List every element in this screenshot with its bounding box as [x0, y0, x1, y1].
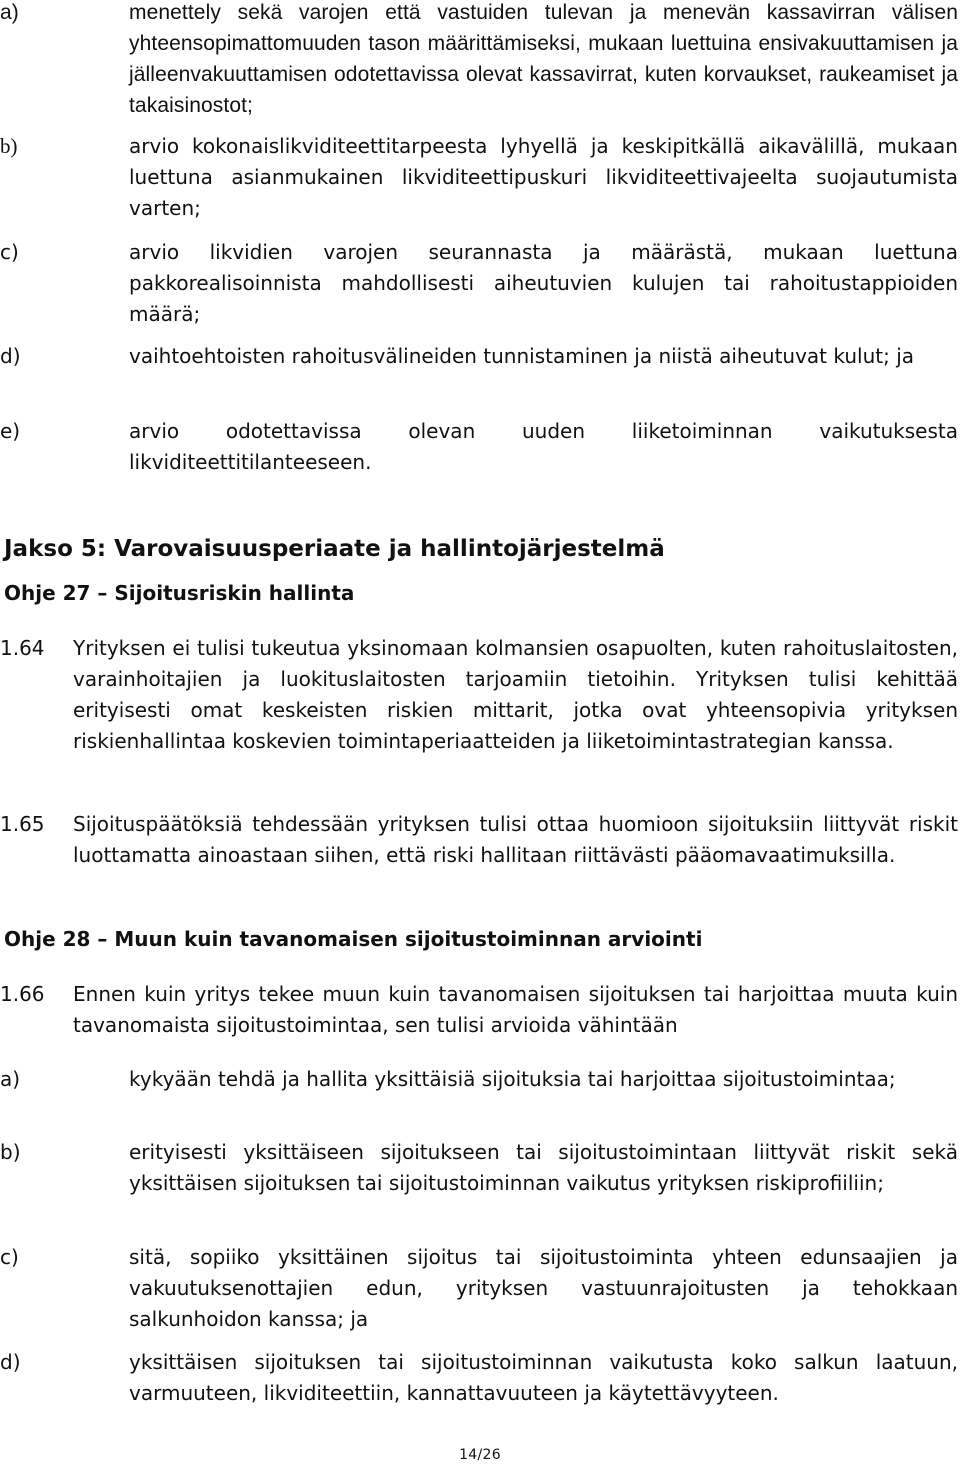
paragraph-number: 1.65: [0, 812, 45, 836]
paragraph-number: 1.66: [0, 982, 45, 1006]
list-label: d): [0, 344, 21, 368]
list-text: arvio odotettavissa olevan uuden liiketoiminnan vaikutuksesta likviditeettitilanteeseen.: [129, 419, 958, 474]
section-title: Jakso 5: Varovaisuusperiaate ja hallintojärjestelmä: [4, 536, 665, 562]
list-label: c): [0, 240, 19, 264]
list-text: kykyään tehdä ja hallita yksittäisiä sijoituksia tai harjoittaa sijoitustoimintaa;: [129, 1067, 896, 1091]
paragraph-text: Ennen kuin yritys tekee muun kuin tavanomaisen sijoituksen tai harjoittaa muuta kuin tavanomaista sijoitustoimintaa, sen tulisi arvioida vähintään: [73, 982, 958, 1037]
list-text: sitä, sopiiko yksittäinen sijoitus tai sijoitustoiminta yhteen edunsaajien ja vakuutuksenottajien edun, yrityksen vastuunrajoitusten ja tehokkaan salkunhoidon kanssa; ja: [129, 1245, 958, 1331]
guide-27-title: Ohje 27 – Sijoitusriskin hallinta: [4, 581, 355, 605]
list-label: d): [0, 1350, 21, 1374]
paragraph-text: Sijoituspäätöksiä tehdessään yrityksen tulisi ottaa huomioon sijoituksiin liittyvät riskit luottamatta ainoastaan siihen, että riski hallitaan riittävästi pääomavaatimuksilla.: [73, 812, 958, 867]
list-text: vaihtoehtoisten rahoitusvälineiden tunnistaminen ja niistä aiheutuvat kulut; ja: [129, 344, 915, 368]
page-number: 14/26: [459, 1447, 501, 1463]
list-label: c): [0, 1245, 19, 1269]
list-label: e): [0, 419, 21, 443]
list-label: a): [0, 1067, 21, 1091]
guide-28-title: Ohje 28 – Muun kuin tavanomaisen sijoitustoiminnan arviointi: [4, 927, 703, 951]
paragraph-text: Yrityksen ei tulisi tukeutua yksinomaan kolmansien osapuolten, kuten rahoituslaitosten, varainhoitajien ja luokituslaitosten tarjoamiin tietoihin. Yrityksen tulisi kehittää erityisesti omat keskeisten riskien mittarit, jotka ovat yhteensopivia yrityksen riskienhallintaa koskevien toimintaperiaatteiden ja liiketoimintastrategian kanssa.: [73, 636, 958, 753]
list-label: b): [0, 1140, 21, 1164]
list-text: yksittäisen sijoituksen tai sijoitustoiminnan vaikutusta koko salkun laatuun, varmuuteen, likviditeettiin, kannattavuuteen ja käytettävyyteen.: [129, 1350, 958, 1405]
list-label: b): [0, 134, 18, 158]
list-text: arvio likvidien varojen seurannasta ja määrästä, mukaan luettuna pakkorealisoinnista mahdollisesti aiheutuvien kulujen tai rahoitustappioiden määrä;: [129, 240, 958, 326]
list-text: arvio kokonaislikviditeettitarpeesta lyhyellä ja keskipitkällä aikavälillä, mukaan luettuna asianmukainen likviditeettipuskuri likviditeettivajeelta suojautumista varten;: [129, 134, 958, 220]
paragraph-number: 1.64: [0, 636, 45, 660]
list-label: a): [0, 1, 19, 24]
list-text: erityisesti yksittäiseen sijoitukseen tai sijoitustoimintaan liittyvät riskit sekä yksittäisen sijoituksen tai sijoitustoiminnan vaikutus yrityksen riskiprofiiliin;: [129, 1140, 958, 1195]
list-text: menettely sekä varojen että vastuiden tulevan ja menevän kassavirran välisen yhteensopimattomuuden tason määrittämiseksi, mukaan luettuina ensivakuuttamisen ja jälleenvakuuttamisen odotettavissa olevat kassavirrat, kuten korvaukset, raukeamiset ja takaisinostot;: [129, 1, 958, 117]
